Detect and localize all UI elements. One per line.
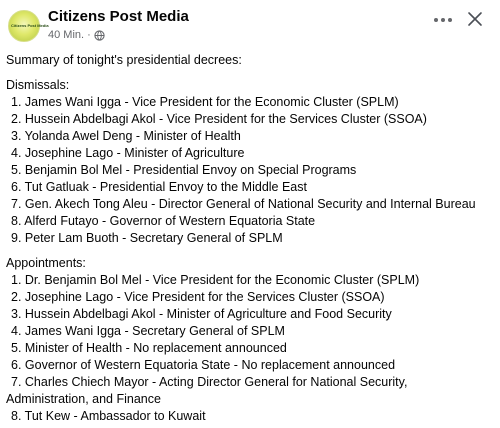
post-timestamp[interactable]: 40 Min. [48, 29, 85, 41]
post-body [6, 52, 496, 424]
close-icon[interactable] [468, 12, 482, 26]
dismissal-item: 2. Hussein Abdelbagi Akol - Vice President for the Services Cluster (SSOA) [11, 112, 427, 126]
appointment-item: 3. Hussein Abdelbagi Akol - Minister of Agriculture and Food Security [11, 307, 392, 321]
dismissal-item: 3. Yolanda Awel Deng - Minister of Health [11, 129, 241, 143]
appointment-item: 8. Tut Kew - Ambassador to Kuwait [11, 409, 206, 423]
post-meta [48, 28, 105, 42]
more-options-icon[interactable] [434, 17, 452, 23]
page-name[interactable]: Citizens Post Media [48, 8, 189, 25]
dismissal-item: 1. James Wani Igga - Vice President for the Economic Cluster (SPLM) [11, 95, 399, 109]
appointment-item: 2. Josephine Lago - Vice President for the Services Cluster (SSOA) [11, 290, 385, 304]
appointment-item: 1. Dr. Benjamin Bol Mel - Vice President for the Economic Cluster (SPLM) [11, 273, 420, 287]
meta-separator: · [87, 29, 91, 41]
appointment-item: 7. Charles Chiech Mayor - Acting Director General for National Security, [11, 375, 408, 389]
appointment-item: 5. Minister of Health - No replacement announced [11, 341, 287, 355]
dismissal-item: 4. Josephine Lago - Minister of Agriculture [11, 146, 245, 160]
page-avatar[interactable] [8, 10, 49, 42]
dismissal-item: 7. Gen. Akech Tong Aleu - Director General of National Security and Internal Bureau [11, 197, 476, 211]
globe-icon [94, 30, 105, 41]
post-header [0, 0, 500, 46]
appointment-item: 4. James Wani Igga - Secretary General of SPLM [11, 324, 285, 338]
dismissal-item: 8. Alferd Futayo - Governor of Western Equatoria State [11, 214, 316, 228]
dismissal-item: 9. Peter Lam Buoth - Secretary General of SPLM [11, 231, 283, 245]
dismissal-item: 5. Benjamin Bol Mel - Presidential Envoy on Special Programs [11, 163, 357, 177]
appointment-item-continuation: Administration, and Finance [6, 392, 161, 406]
avatar-logo-text: Citizens Post Media [11, 23, 49, 28]
post-intro: Summary of tonight's presidential decrees: [6, 53, 242, 67]
dismissals-heading: Dismissals: [6, 78, 70, 92]
appointment-item: 6. Governor of Western Equatoria State - No replacement announced [11, 358, 396, 372]
dismissal-item: 6. Tut Gatluak - Presidential Envoy to the Middle East [11, 180, 307, 194]
appointments-heading: Appointments: [6, 256, 86, 270]
